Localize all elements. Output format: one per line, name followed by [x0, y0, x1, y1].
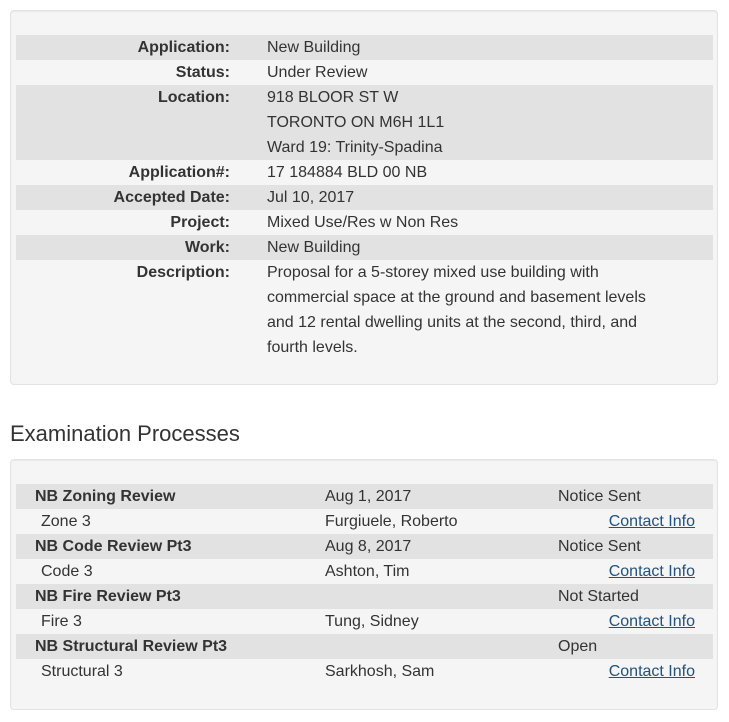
detail-row-application: [16, 35, 713, 60]
detail-row-project: [16, 210, 713, 235]
detail-row-status: [16, 60, 713, 85]
process-discipline: Zone 3: [41, 513, 91, 530]
detail-label: Project:: [170, 214, 230, 231]
process-header-row: [16, 584, 713, 609]
detail-row-application-number: [16, 160, 713, 185]
examination-processes-heading: Examination Processes: [10, 421, 240, 446]
contact-info-link[interactable]: Contact Info: [608, 563, 695, 580]
process-examiner: Furgiuele, Roberto: [325, 513, 458, 530]
process-name: NB Code Review Pt3: [35, 538, 192, 555]
process-header-row: [16, 634, 713, 659]
contact-info-link[interactable]: Contact Info: [608, 663, 695, 680]
location-line: Ward 19: Trinity-Spadina: [267, 139, 443, 156]
detail-label: Application:: [137, 39, 230, 56]
process-date: Aug 8, 2017: [325, 538, 412, 555]
detail-label: Accepted Date:: [113, 189, 230, 206]
process-discipline: Code 3: [41, 563, 93, 580]
location-line: 918 BLOOR ST W: [267, 89, 399, 106]
process-discipline: Structural 3: [41, 663, 123, 680]
detail-value: New Building: [267, 239, 361, 256]
contact-info-link[interactable]: Contact Info: [608, 613, 695, 630]
process-detail-row: [16, 509, 713, 534]
detail-label: Location:: [158, 89, 230, 106]
process-header-row: [16, 534, 713, 559]
contact-info-link[interactable]: Contact Info: [608, 513, 695, 530]
process-date: Aug 1, 2017: [325, 488, 412, 505]
detail-value: Jul 10, 2017: [267, 189, 355, 206]
process-name: NB Zoning Review: [35, 488, 176, 505]
detail-label: Application#:: [128, 164, 230, 181]
description-line: commercial space at the ground and basement levels: [267, 289, 646, 306]
process-status: Notice Sent: [558, 538, 641, 555]
detail-label: Status:: [175, 64, 230, 81]
detail-value: Under Review: [267, 64, 368, 81]
detail-value: 17 184884 BLD 00 NB: [267, 164, 428, 181]
application-details-panel: [10, 10, 718, 385]
process-detail-row: [16, 609, 713, 634]
process-status: Open: [558, 638, 598, 655]
process-detail-row: [16, 659, 713, 684]
detail-label: Work:: [184, 239, 230, 256]
description-line: and 12 rental dwelling units at the second, third, and: [267, 314, 638, 331]
process-discipline: Fire 3: [41, 613, 82, 630]
detail-row-location: [16, 85, 713, 160]
detail-label: Description:: [136, 264, 230, 281]
description-line: Proposal for a 5-storey mixed use building with: [267, 264, 599, 281]
detail-row-accepted-date: [16, 185, 713, 210]
process-examiner: Sarkhosh, Sam: [325, 663, 435, 680]
process-name: NB Structural Review Pt3: [35, 638, 228, 655]
process-status: Notice Sent: [558, 488, 641, 505]
process-header-row: [16, 484, 713, 509]
detail-row-work: [16, 235, 713, 260]
process-status: Not Started: [558, 588, 639, 605]
detail-value: Mixed Use/Res w Non Res: [267, 214, 459, 231]
detail-value: New Building: [267, 39, 361, 56]
description-line: fourth levels.: [267, 339, 358, 356]
process-examiner: Tung, Sidney: [325, 613, 419, 630]
process-detail-row: [16, 559, 713, 584]
detail-row-description: [16, 260, 713, 360]
process-name: NB Fire Review Pt3: [35, 588, 181, 605]
examination-processes-panel: [10, 459, 718, 710]
process-examiner: Ashton, Tim: [325, 563, 410, 580]
location-line: TORONTO ON M6H 1L1: [267, 114, 445, 131]
